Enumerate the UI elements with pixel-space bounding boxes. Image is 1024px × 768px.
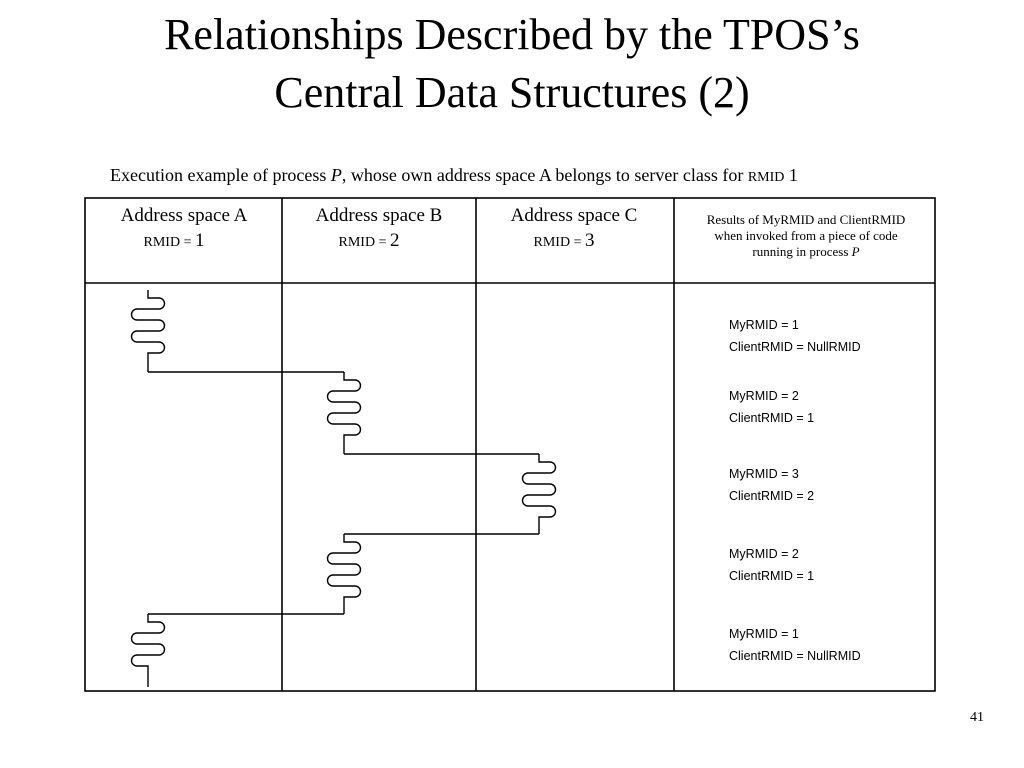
column-header-c bbox=[494, 204, 654, 256]
result-entry-3 bbox=[729, 463, 929, 507]
results-header-line3: running in process P bbox=[752, 244, 860, 259]
execution-flow bbox=[132, 290, 556, 687]
page-number: 41 bbox=[970, 710, 984, 725]
result-entry-2 bbox=[729, 385, 929, 429]
figure-caption bbox=[110, 165, 910, 186]
execution-segment bbox=[328, 534, 361, 614]
execution-segment bbox=[523, 454, 556, 534]
my-rmid-value: MyRMID = 1 bbox=[729, 318, 799, 332]
column-rmid: RMID = 3 bbox=[533, 230, 595, 251]
diagram-frame bbox=[84, 194, 936, 692]
client-rmid-value: ClientRMID = NullRMID bbox=[729, 340, 861, 354]
result-entry-4 bbox=[729, 543, 929, 587]
caption-middle: , whose own address space A belongs to server class for bbox=[341, 165, 744, 185]
caption-prefix: Execution example of process bbox=[110, 165, 327, 185]
my-rmid-value: MyRMID = 1 bbox=[729, 627, 799, 641]
column-rmid: RMID = 1 bbox=[143, 230, 205, 251]
slide-title-line2: Central Data Structures (2) bbox=[274, 68, 750, 117]
results-header bbox=[680, 212, 932, 260]
column-header-a bbox=[104, 204, 264, 256]
results-header-line1: Results of MyRMID and ClientRMID bbox=[706, 212, 906, 227]
slide-title bbox=[0, 6, 1024, 122]
caption-process: P bbox=[330, 165, 342, 185]
column-name: Address space C bbox=[510, 205, 638, 226]
my-rmid-value: MyRMID = 2 bbox=[729, 389, 799, 403]
caption-rmid: RMID bbox=[747, 170, 785, 185]
client-rmid-value: ClientRMID = 1 bbox=[729, 411, 815, 425]
column-rmid: RMID = 2 bbox=[338, 230, 400, 251]
execution-segment bbox=[328, 372, 361, 454]
my-rmid-value: MyRMID = 3 bbox=[729, 467, 799, 481]
result-entry-1 bbox=[729, 314, 929, 358]
execution-segment bbox=[132, 614, 165, 687]
caption-num: 1 bbox=[788, 165, 798, 185]
execution-segment bbox=[132, 290, 165, 372]
results-header-line2: when invoked from a piece of code bbox=[714, 228, 898, 243]
client-rmid-value: ClientRMID = NullRMID bbox=[729, 649, 861, 663]
slide-title-line1: Relationships Described by the TPOS’s bbox=[164, 10, 860, 59]
column-name: Address space B bbox=[315, 205, 443, 226]
client-rmid-value: ClientRMID = 2 bbox=[729, 489, 815, 503]
my-rmid-value: MyRMID = 2 bbox=[729, 547, 799, 561]
column-header-b bbox=[299, 204, 459, 256]
table-border bbox=[85, 198, 935, 691]
client-rmid-value: ClientRMID = 1 bbox=[729, 569, 815, 583]
result-entry-5 bbox=[729, 623, 929, 667]
column-name: Address space A bbox=[120, 205, 248, 226]
execution-diagram bbox=[84, 194, 936, 692]
